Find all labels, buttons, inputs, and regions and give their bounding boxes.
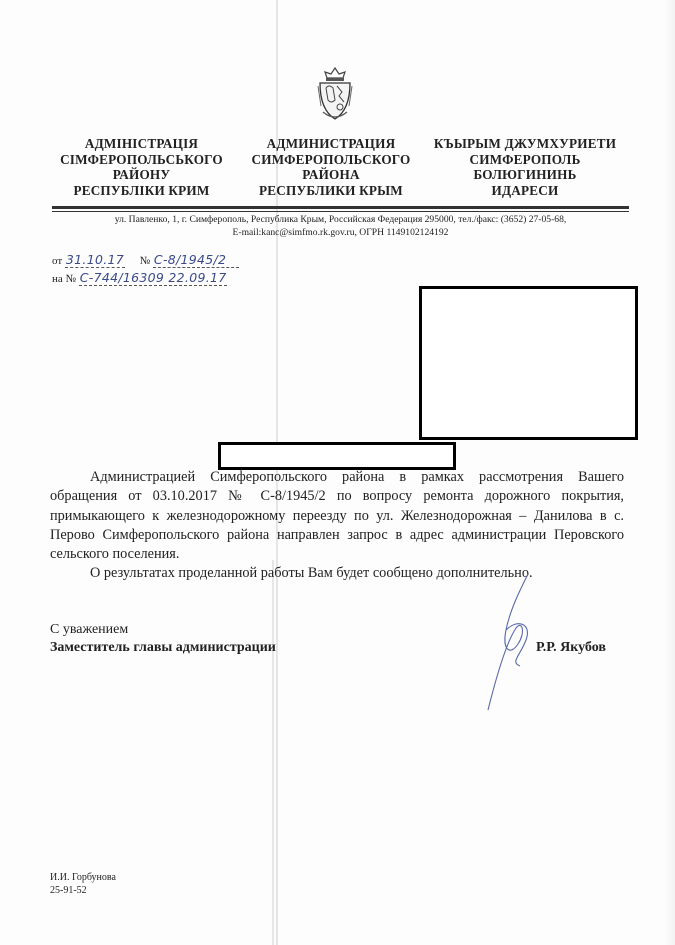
handwritten-signature bbox=[480, 570, 560, 720]
from-label: от bbox=[52, 255, 63, 267]
header-ua-line: СІМФЕРОПОЛЬСЬКОГО bbox=[60, 151, 223, 167]
number-label: № bbox=[139, 255, 151, 267]
outgoing-number: С-8/1945/2 bbox=[153, 252, 239, 268]
incoming-reference bbox=[52, 270, 227, 286]
header-crimean-tatar bbox=[433, 136, 617, 198]
header-ru-line: РЕСПУБЛИКИ КРЫМ bbox=[259, 182, 403, 198]
address-email-line: E-mail:kanc@simfmo.rk.gov.ru, ОГРН 1149102124192 bbox=[232, 226, 449, 238]
header-russian bbox=[243, 136, 419, 198]
redacted-salutation-box bbox=[218, 442, 456, 470]
header-ru-line: АДМИНИСТРАЦИЯ bbox=[266, 136, 396, 151]
crimea-coat-of-arms-icon bbox=[317, 66, 353, 122]
outgoing-date: 31.10.17 bbox=[65, 252, 124, 267]
signatory-name: Р.Р. Якубов bbox=[536, 640, 606, 655]
header-ru-line: РАЙОНА bbox=[302, 167, 360, 182]
signatory-position: Заместитель главы администрации bbox=[50, 640, 276, 655]
header-ua-line: РАЙОНУ bbox=[112, 167, 171, 182]
executor-info bbox=[50, 871, 116, 897]
page-edge-shadow bbox=[663, 0, 675, 945]
body-paragraph: Администрацией Симферопольского района в рамках рассмотрения Вашего обращения от 03.10.2017 № С-8/1945/2 по вопросу ремонта дорожного покрытия, примыкающего к железнодорожному переезду по ул. Железнодорожная – Данилова в с. Перово Симферопольского района направлен запрос в адрес администрации Перовского сельского поселения. bbox=[50, 469, 624, 563]
header-ct-line: БОЛЮГИНИНЬ bbox=[473, 167, 577, 182]
body-paragraph: О результатах проделанной работы Вам будет сообщено дополнительно. bbox=[90, 565, 533, 582]
header-ua-line: РЕСПУБЛІКИ КРИМ bbox=[73, 182, 210, 198]
address-block bbox=[52, 214, 629, 239]
header-ct-line: КЪЫРЫМ ДЖУМХУРИЕТИ bbox=[433, 136, 617, 151]
executor-phone: 25-91-52 bbox=[50, 885, 87, 896]
header-ua-line: АДМІНІСТРАЦІЯ bbox=[84, 136, 199, 151]
executor-name: И.И. Горбунова bbox=[50, 872, 116, 883]
outgoing-reference bbox=[52, 252, 239, 268]
header-divider-thick bbox=[52, 206, 629, 209]
fold-line-secondary bbox=[272, 560, 274, 945]
reply-number: С-744/16309 22.09.17 bbox=[79, 270, 227, 285]
redacted-addressee-box bbox=[419, 286, 638, 440]
header-ru-line: СИМФЕРОПОЛЬСКОГО bbox=[251, 151, 411, 167]
reply-label: на № bbox=[52, 273, 77, 285]
address-line: ул. Павленко, 1, г. Симферополь, Республика Крым, Российская Федерация 295000, тел./факс: (3652) 27-05-68, bbox=[114, 214, 567, 225]
header-divider-thin bbox=[52, 211, 629, 212]
header-ct-line: СИМФЕРОПОЛЬ bbox=[469, 151, 581, 167]
letter-body bbox=[50, 468, 624, 584]
header-ct-line: ИДАРЕСИ bbox=[491, 182, 559, 198]
closing-text: С уважением bbox=[50, 622, 129, 637]
header-ukrainian bbox=[54, 136, 229, 198]
